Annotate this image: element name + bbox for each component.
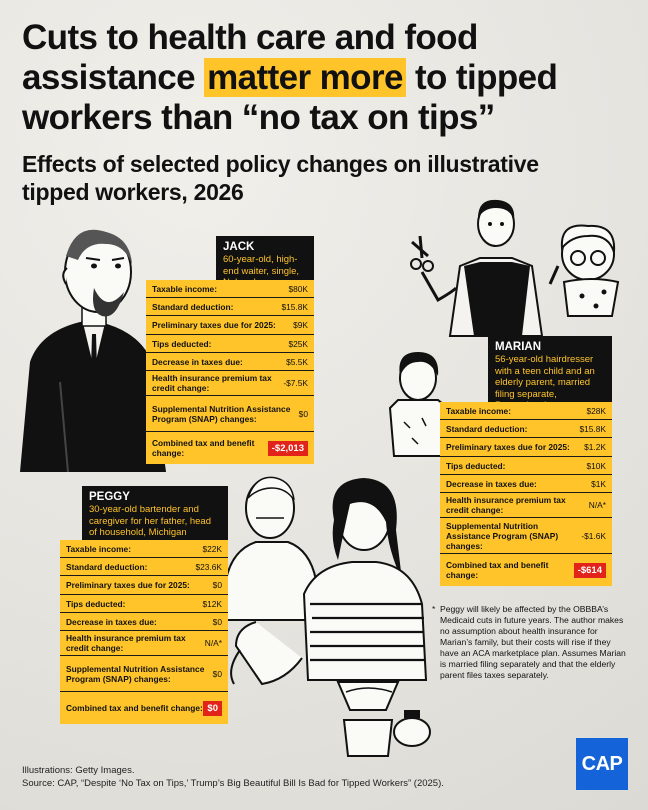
title-part-2: to tipped workers than “no tax on tips” (22, 58, 558, 137)
peggy-row-snap (60, 656, 228, 692)
marian-row-taxable-income (440, 402, 612, 420)
subtitle: Effects of selected policy changes on illustrative tipped workers, 2026 (22, 151, 539, 205)
row-label: Taxable income: (152, 283, 218, 294)
illustration-credit: Illustrations: Getty Images. (22, 765, 135, 776)
jack-row-snap (146, 396, 314, 432)
row-label: Supplemental Nutrition Assistance Program (SNAP) changes: (446, 520, 559, 551)
combined-change-badge: $0 (203, 701, 222, 716)
row-label: Decrease in taxes due: (152, 356, 243, 367)
cap-logo: CAP (576, 738, 628, 790)
peggy-name: PEGGY (89, 491, 130, 503)
title-part-1: Cuts to health care and food assistance (22, 18, 478, 97)
marian-row-health-credit (440, 493, 612, 518)
footnote (432, 604, 630, 681)
row-value: $15.8K (579, 423, 606, 434)
combined-change-badge: -$2,013 (268, 441, 308, 456)
peggy-row-preliminary-taxes (60, 576, 228, 595)
row-label: Standard deduction: (446, 423, 528, 434)
row-value: N/A* (204, 638, 222, 648)
peggy-description: 30-year-old bartender and caregiver for her father, head of household, Michigan (89, 504, 211, 538)
marian-description: 56-year-old hairdresser with a teen child and an elderly parent, married filing separate, (495, 354, 595, 400)
row-value: $23.6K (195, 561, 222, 572)
jack-row-combined (146, 432, 314, 464)
row-label: Preliminary taxes due for 2025: (152, 320, 276, 330)
row-label: Tips deducted: (446, 460, 506, 471)
row-value: $28K (586, 405, 606, 416)
jack-row-health-credit (146, 371, 314, 396)
row-label: Health insurance premium tax credit change: (446, 495, 566, 515)
peggy-row-combined (60, 692, 228, 724)
row-label: Combined tax and benefit change: (152, 438, 255, 458)
row-value: $1.2K (584, 442, 606, 452)
row-value: $9K (293, 320, 308, 330)
row-label: Tips deducted: (66, 598, 126, 609)
row-label: Preliminary taxes due for 2025: (446, 442, 570, 452)
marian-row-decrease-taxes (440, 475, 612, 493)
jack-row-preliminary-taxes (146, 316, 314, 335)
row-label: Combined tax and benefit change: (66, 703, 203, 713)
peggy-row-standard-deduction (60, 558, 228, 576)
row-value: $0 (212, 668, 222, 679)
row-label: Preliminary taxes due for 2025: (66, 580, 190, 590)
source-credit: Source: CAP, “Despite ‘No Tax on Tips,’ Trump’s Big Beautiful Bill Is Bad for Tipped Workers” (2025). (22, 778, 444, 789)
row-value: $1K (591, 478, 606, 489)
marian-name: MARIAN (495, 341, 541, 353)
peggy-table (60, 540, 228, 724)
footnote-asterisk: * (432, 604, 436, 614)
marian-row-snap (440, 518, 612, 554)
row-value: $10K (586, 460, 606, 471)
row-label: Taxable income: (66, 543, 132, 554)
combined-change-badge: -$614 (574, 563, 606, 578)
row-value: $12K (202, 598, 222, 609)
jack-row-standard-deduction (146, 298, 314, 316)
marian-header (488, 336, 612, 402)
row-label: Taxable income: (446, 405, 512, 416)
row-value: $0 (212, 616, 222, 627)
row-label: Supplemental Nutrition Assistance Program (SNAP) changes: (66, 663, 205, 684)
jack-table (146, 280, 314, 464)
row-value: N/A* (588, 500, 606, 510)
marian-row-standard-deduction (440, 420, 612, 438)
row-label: Combined tax and benefit change: (446, 560, 549, 580)
row-label: Health insurance premium tax credit change: (152, 373, 272, 393)
row-value: $25K (288, 338, 308, 349)
row-label: Tips deducted: (152, 338, 212, 349)
marian-row-tips-deducted (440, 457, 612, 475)
jack-header (216, 236, 314, 280)
main-title (22, 18, 622, 138)
jack-name: JACK (223, 241, 255, 253)
jack-row-decrease-taxes (146, 353, 314, 371)
peggy-row-taxable-income (60, 540, 228, 558)
row-value: $80K (288, 283, 308, 294)
marian-table (440, 402, 612, 586)
row-label: Health insurance premium tax credit change: (66, 633, 186, 653)
row-value: -$7.5K (283, 378, 308, 388)
marian-row-preliminary-taxes (440, 438, 612, 457)
credits (22, 764, 444, 790)
row-value: $0 (298, 408, 308, 419)
jack-row-taxable-income (146, 280, 314, 298)
row-value: $0 (212, 580, 222, 590)
footnote-text: Peggy will likely be affected by the OBBBA’s Medicaid cuts in future years. The author makes no assumption about health insurance for Marian’s family, but their costs will rise if they have an ACA marketplace plan. Assumes Marian is married filing separately and that the elderly parent files taxes separately. (440, 604, 626, 680)
row-label: Standard deduction: (66, 561, 148, 572)
marian-row-combined (440, 554, 612, 586)
row-label: Standard deduction: (152, 301, 234, 312)
row-value: -$1.6K (581, 530, 606, 541)
jack-row-tips-deducted (146, 335, 314, 353)
title-highlight: matter more (204, 58, 406, 97)
jack-description: 60-year-old, high-end waiter, single, (223, 254, 300, 277)
peggy-row-tips-deducted (60, 595, 228, 613)
row-label: Decrease in taxes due: (66, 616, 157, 627)
row-value: $5.5K (286, 356, 308, 367)
peggy-row-health-credit (60, 631, 228, 656)
row-label: Decrease in taxes due: (446, 478, 537, 489)
row-value: $15.8K (281, 301, 308, 312)
peggy-illustration (226, 470, 432, 760)
peggy-header (82, 486, 228, 540)
peggy-row-decrease-taxes (60, 613, 228, 631)
row-value: $22K (202, 543, 222, 554)
row-label: Supplemental Nutrition Assistance Program (SNAP) changes: (152, 403, 291, 424)
